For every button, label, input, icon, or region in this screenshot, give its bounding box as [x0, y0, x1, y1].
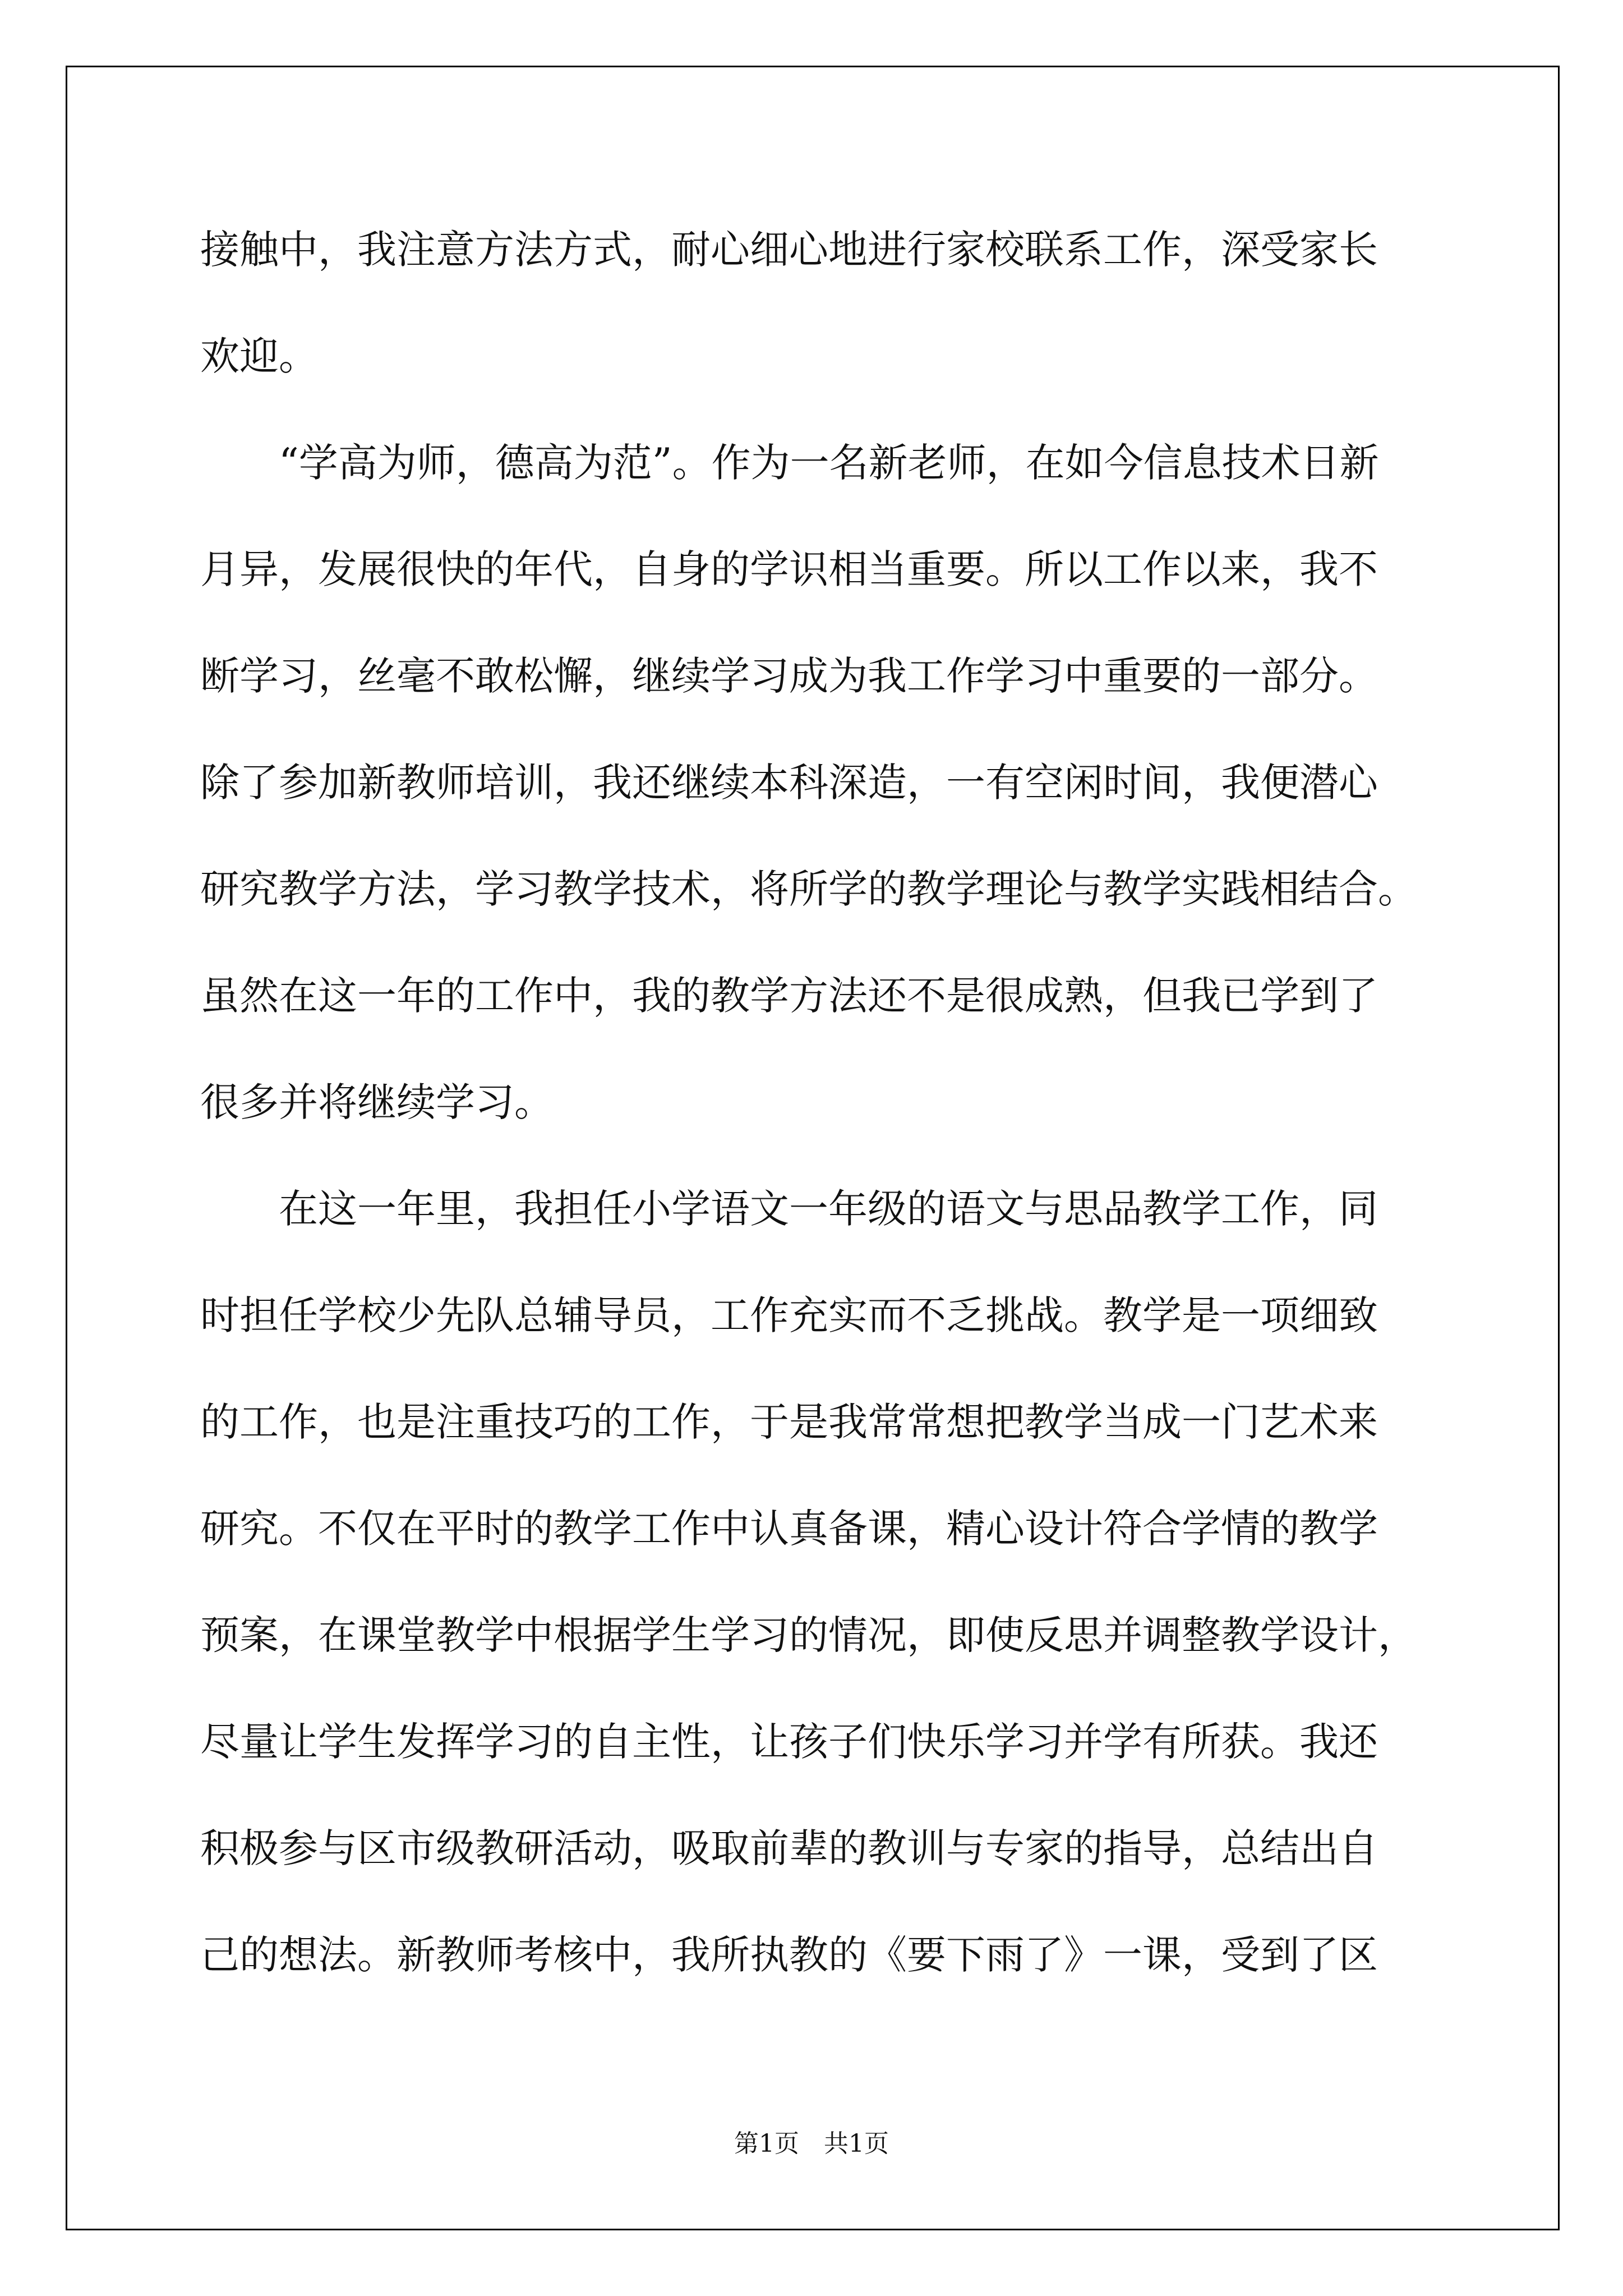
- page-border: [66, 66, 1560, 2230]
- text-line: 研究教学方法，学习教学技术，将所学的教学理论与教学实践相结合。: [200, 866, 1417, 912]
- text-line: 接触中，我注意方法方式，耐心细心地进行家校联系工作，深受家长: [200, 227, 1378, 273]
- text-line: 虽然在这一年的工作中，我的教学方法还不是很成熟，但我已学到了: [200, 973, 1378, 1019]
- text-line: 断学习，丝毫不敢松懈，继续学习成为我工作学习中重要的一部分。: [200, 653, 1378, 699]
- text-line: 己的想法。新教师考核中，我所执教的《要下雨了》一课，受到了区: [200, 1932, 1378, 1978]
- text-line: 预案，在课堂教学中根据学生学习的情况，即使反思并调整教学设计，: [200, 1612, 1417, 1658]
- text-line: 欢迎。: [200, 333, 318, 379]
- text-line: 在这一年里，我担任小学语文一年级的语文与思品教学工作，同: [279, 1186, 1378, 1232]
- text-line: 尽量让学生发挥学习的自主性，让孩子们快乐学习并学有所获。我还: [200, 1719, 1378, 1765]
- text-line: 积极参与区市级教研活动，吸取前辈的教训与专家的指导，总结出自: [200, 1825, 1378, 1871]
- page-footer: 第1页 共1页: [734, 2129, 889, 2158]
- text-line: 时担任学校少先队总辅导员，工作充实而不乏挑战。教学是一项细致: [200, 1292, 1378, 1338]
- text-line: 很多并将继续学习。: [200, 1079, 554, 1125]
- text-line: 月异，发展很快的年代，自身的学识相当重要。所以工作以来，我不: [200, 546, 1378, 592]
- text-line: 除了参加新教师培训，我还继续本科深造，一有空闲时间，我便潜心: [200, 760, 1378, 806]
- text-line: 的工作，也是注重技巧的工作，于是我常常想把教学当成一门艺术来: [200, 1399, 1378, 1445]
- text-line: “学高为师，德高为范”。作为一名新老师，在如今信息技术日新: [279, 440, 1379, 486]
- text-line: 研究。不仅在平时的教学工作中认真备课，精心设计符合学情的教学: [200, 1506, 1378, 1552]
